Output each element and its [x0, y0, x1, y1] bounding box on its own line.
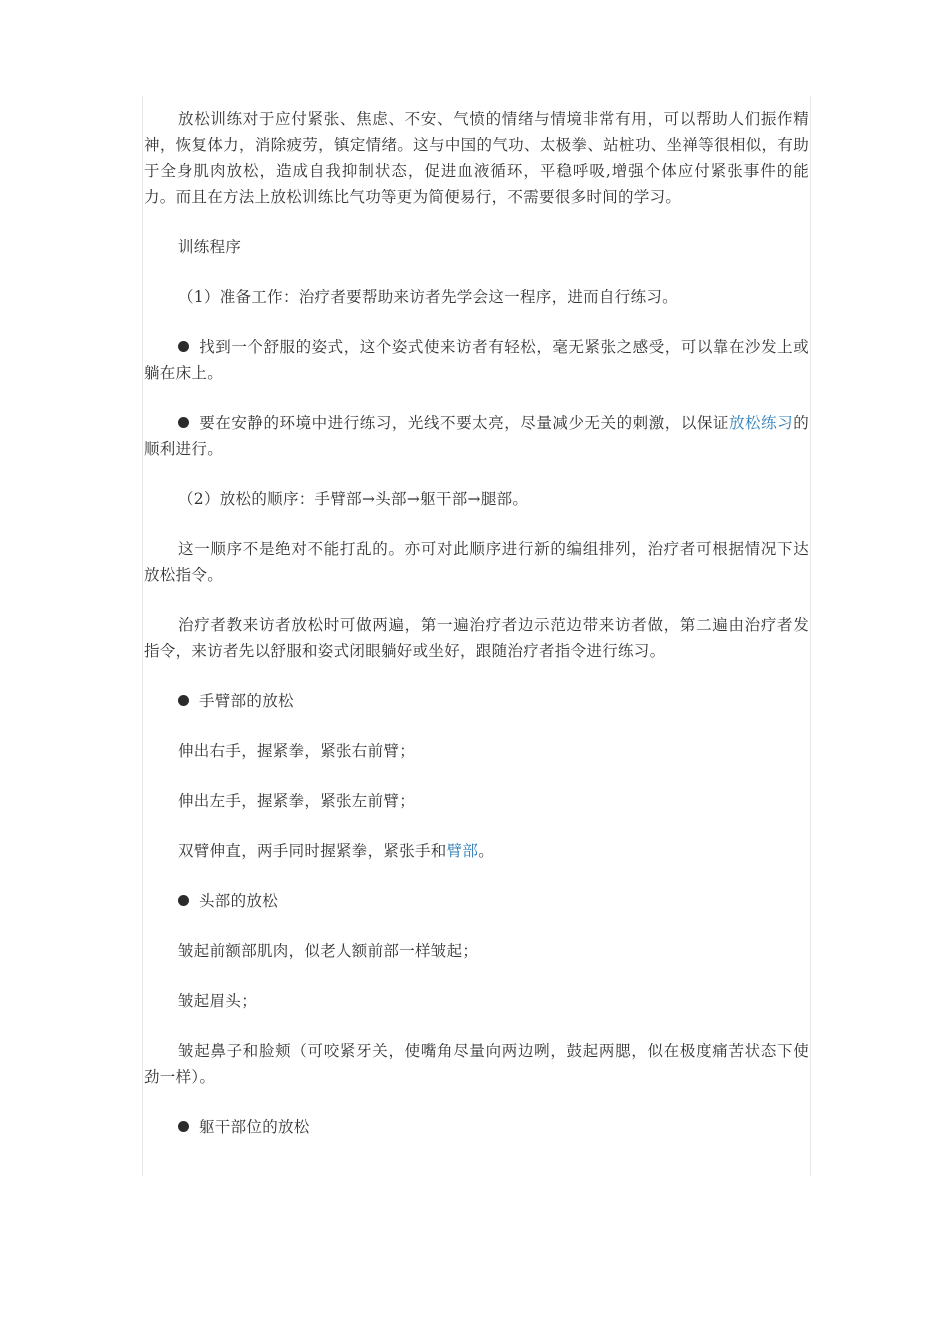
- bullet-icon: [178, 1121, 189, 1132]
- head-brows-step: 皱起眉头；: [178, 992, 258, 1010]
- trunk-heading-text: 躯干部位的放松: [199, 1118, 310, 1136]
- teaching-note: 治疗者教来访者放松时可做两遍，第一遍治疗者边示范边带来访者做，第二遍由治疗者发指令，来访者先以舒服和姿式闭眼躺好或坐好，跟随治疗者指令进行练习。: [144, 616, 809, 660]
- step-1-preparation: （1）准备工作：治疗者要帮助来访者先学会这一程序，进而自行练习。: [178, 288, 678, 306]
- intro-paragraph: 放松训练对于应付紧张、焦虑、不安、气愤的情绪与情境非常有用，可以帮助人们振作精神，恢复体力，消除疲劳，镇定情绪。这与中国的气功、太极拳、站桩功、坐禅等很相似，有助于全身肌肉放松，造成自我抑制状态，促进血液循环，平稳呼吸,增强个体应付紧张事件的能力。而且在方法上放松训练比气功等更为简便易行，不需要很多时间的学习。: [144, 110, 809, 206]
- head-heading: [144, 888, 809, 914]
- arm-right-step: 伸出右手，握紧拳，紧张右前臂；: [178, 742, 416, 760]
- head-forehead-step: 皱起前额部肌肉，似老人额前部一样皱起；: [178, 942, 479, 960]
- trunk-heading: [144, 1114, 809, 1140]
- bullet-posture-text: 找到一个舒服的姿式，这个姿式使来访者有轻松，毫无紧张之感受，可以靠在沙发上或躺在床上。: [144, 338, 809, 382]
- bullet-environment-text-end: 的顺利进行。: [144, 414, 810, 458]
- section-heading: 训练程序: [178, 238, 242, 256]
- bullet-environment-text: 要在安静的环境中进行练习，光线不要太亮，尽量减少无关的刺激，以保证: [199, 414, 729, 432]
- order-note: 这一顺序不是绝对不能打乱的。亦可对此顺序进行新的编组排列，治疗者可根据情况下达放松指令。: [144, 540, 809, 584]
- bullet-posture: [144, 334, 809, 386]
- step-2-order: （2）放松的顺序：手臂部→头部→躯干部→腿部。: [178, 490, 529, 508]
- relaxation-practice-link[interactable]: 放松练习: [728, 414, 794, 432]
- bullet-icon: [178, 695, 189, 706]
- article-body: [144, 106, 809, 1164]
- arm-both-step: [144, 838, 809, 864]
- arm-heading-text: 手臂部的放松: [199, 692, 294, 710]
- arm-both-text: 双臂伸直，两手同时握紧拳，紧张手和: [178, 842, 447, 860]
- head-heading-text: 头部的放松: [199, 892, 279, 910]
- bullet-icon: [178, 895, 189, 906]
- arm-heading: [144, 688, 809, 714]
- bullet-icon: [178, 417, 189, 428]
- arm-link[interactable]: 臂部: [446, 842, 479, 860]
- arm-left-step: 伸出左手，握紧拳，紧张左前臂；: [178, 792, 416, 810]
- bullet-environment: [144, 410, 809, 462]
- arm-both-text-end: 。: [478, 842, 495, 860]
- bullet-icon: [178, 341, 189, 352]
- head-nose-step: 皱起鼻子和脸颊（可咬紧牙关，使嘴角尽量向两边咧，鼓起两腮，似在极度痛苦状态下使劲一样）。: [144, 1042, 809, 1086]
